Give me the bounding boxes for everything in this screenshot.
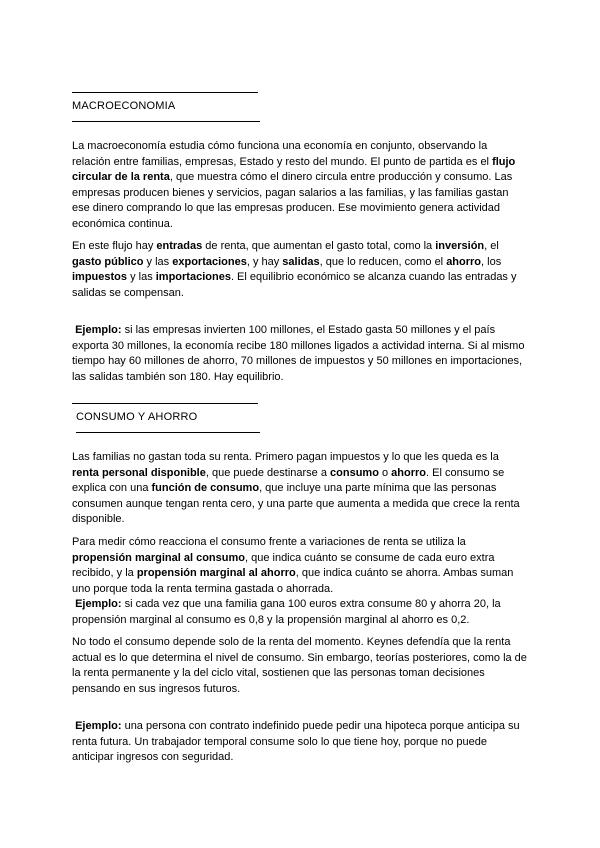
example-hipoteca: Ejemplo: una persona con contrato indefinido puede pedir una hipoteca porque anticipa su renta futura. Un trabajador temporal consume solo lo que tiene hoy, porque no puede anticipar ingresos con seguridad.	[72, 720, 520, 763]
divider-bottom-1	[72, 121, 260, 122]
term-importaciones: importaciones	[155, 271, 231, 283]
term-inversion: inversión	[435, 240, 485, 252]
term-pmc: propensión marginal al consumo	[72, 551, 245, 564]
example-label: Ejemplo:	[75, 324, 122, 336]
section-heading-macroeconomia: MACROECONOMIA	[72, 100, 176, 112]
paragraph-propension-marginal: Para medir cómo reacciona el consumo frente a variaciones de renta se utiliza la propensión marginal al consumo, que indica cuánto se consume de cada euro extra recibido, y la propensión marginal al ahorro, que indica cuánto se ahorra. Ambas suman uno porque toda la renta termina gastada o ahorrada. Ejemplo: si cada vez que una familia gana 100 euros extra consume 80 y ahorra 20, la propensión marginal al consumo es 0,8 y la propensión marginal al ahorro es 0,2.	[72, 536, 514, 626]
divider-bottom-2	[76, 432, 260, 433]
paragraph-renta-disponible: Las familias no gastan toda su renta. Primero pagan impuestos y lo que les queda es la renta personal disponible, que puede destinarse a consumo o ahorro. El consumo se explica con una función de consumo, que incluye una parte mínima que las personas consumen aunque tengan renta cero, y una parte que aumenta a medida que crece la renta disponible.	[72, 451, 520, 525]
section-heading-consumo-ahorro: CONSUMO Y AHORRO	[76, 411, 198, 423]
example-label: Ejemplo:	[75, 598, 122, 610]
term-consumo: consumo	[330, 466, 379, 479]
divider-top-2	[72, 403, 258, 404]
term-gasto-publico: gasto público	[72, 255, 144, 268]
example-label: Ejemplo:	[75, 720, 122, 732]
term-entradas: entradas	[156, 240, 203, 252]
term-exportaciones: exportaciones	[172, 255, 247, 268]
term-flujo-circular: flujo circular de la renta	[72, 155, 516, 183]
term-salidas: salidas	[282, 255, 320, 268]
term-ahorro: ahorro	[446, 255, 482, 268]
paragraph-entradas-salidas: En este flujo hay entradas de renta, que aumentan el gasto total, como la inversión, el gasto público y las exportaciones, y hay salidas, que lo reducen, como el ahorro, los impuestos y las importaciones. El equilibrio económico se alcanza cuando las entradas y salidas se compensan.	[72, 240, 517, 299]
paragraph-flujo-circular: La macroeconomía estudia cómo funciona una economía en conjunto, observando la relación entre familias, empresas, Estado y resto del mundo. El punto de partida es el flujo circular de la renta, que muestra cómo el dinero circula entre producción y consumo. Las empresas producen bienes y servicios, pagan salarios a las familias, y las familias gastan ese dinero comprando lo que las empresas producen. Ese movimiento genera actividad económica continua.	[72, 140, 516, 230]
term-pma: propensión marginal al ahorro	[136, 567, 296, 579]
term-ahorro-2: ahorro	[391, 466, 426, 479]
divider-top-1	[72, 92, 258, 93]
paragraph-keynes: No todo el consumo depende solo de la renta del momento. Keynes defendía que la renta actual es lo que determina el nivel de consumo. Sin embargo, teorías posteriores, como la de la renta permanente y la del ciclo vital, sostienen que las personas toman decisiones pensando en sus ingresos futuros.	[72, 636, 527, 695]
term-impuestos: impuestos	[72, 271, 128, 283]
example-equilibrio: Ejemplo: si las empresas invierten 100 millones, el Estado gasta 50 millones y el país exporta 30 millones, la economía recibe 180 millones ligados a actividad interna. Si al mismo tiempo hay 60 millones de ahorro, 70 millones de impuestos y 50 millones en importaciones, las salidas también son 180. Hay equilibrio.	[72, 324, 525, 383]
term-renta-personal-disponible: renta personal disponible	[72, 466, 206, 479]
term-funcion-consumo: función de consumo	[151, 482, 260, 494]
